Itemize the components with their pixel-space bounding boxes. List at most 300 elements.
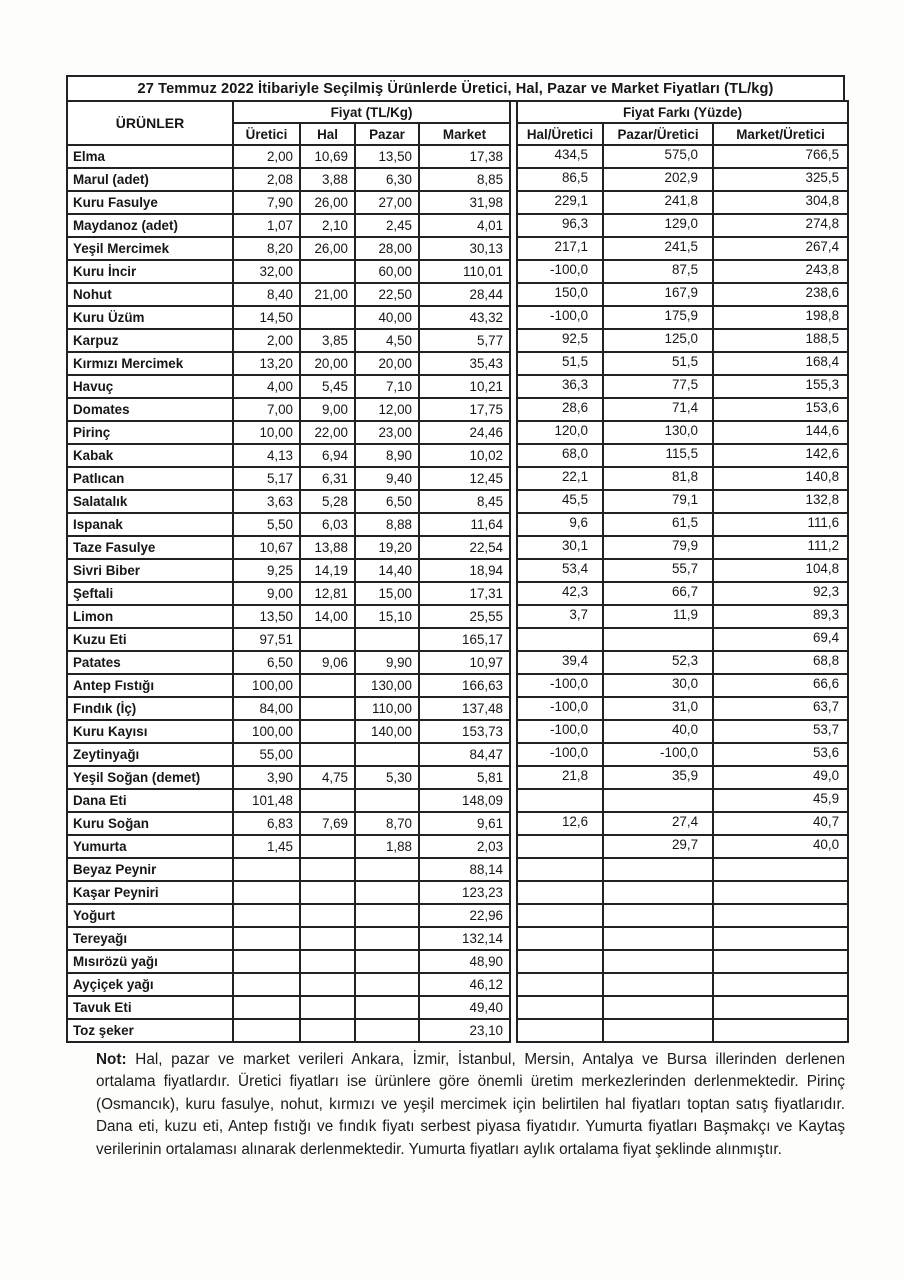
price-diff-value: 39,4 <box>517 651 603 674</box>
price-diff-value <box>517 904 603 927</box>
price-value <box>300 743 355 766</box>
product-name: Ayçiçek yağı <box>67 973 233 996</box>
price-diff-value: 9,6 <box>517 513 603 536</box>
price-value: 6,31 <box>300 467 355 490</box>
price-value: 22,54 <box>419 536 510 559</box>
table-row <box>67 996 510 1019</box>
price-value <box>233 927 300 950</box>
diff-group-header: Fiyat Farkı (Yüzde) <box>517 101 848 123</box>
col-header-pazar: Pazar <box>355 123 419 145</box>
col-header-uretici: Üretici <box>233 123 300 145</box>
price-diff-value <box>603 789 713 812</box>
price-diff-value <box>713 973 848 996</box>
table-row <box>67 513 510 536</box>
price-diff-value: 575,0 <box>603 145 713 168</box>
table-row <box>67 490 510 513</box>
price-diff-value: 55,7 <box>603 559 713 582</box>
price-value: 88,14 <box>419 858 510 881</box>
price-diff-value: 243,8 <box>713 260 848 283</box>
price-value: 6,30 <box>355 168 419 191</box>
price-diff-value: -100,0 <box>517 306 603 329</box>
price-value: 27,00 <box>355 191 419 214</box>
price-value <box>300 306 355 329</box>
price-value <box>300 789 355 812</box>
price-value <box>233 950 300 973</box>
product-name: Tereyağı <box>67 927 233 950</box>
price-value: 26,00 <box>300 237 355 260</box>
price-value: 4,75 <box>300 766 355 789</box>
price-value: 14,40 <box>355 559 419 582</box>
price-value: 3,63 <box>233 490 300 513</box>
price-table <box>66 100 511 1043</box>
table-row <box>67 467 510 490</box>
price-value: 23,00 <box>355 421 419 444</box>
price-value: 11,64 <box>419 513 510 536</box>
table-row <box>517 145 848 168</box>
price-diff-value <box>713 881 848 904</box>
price-value: 3,90 <box>233 766 300 789</box>
price-value: 6,83 <box>233 812 300 835</box>
price-diff-value: 434,5 <box>517 145 603 168</box>
product-name: Patates <box>67 651 233 674</box>
price-value <box>300 260 355 283</box>
table-row <box>517 214 848 237</box>
price-diff-value: 168,4 <box>713 352 848 375</box>
price-value: 9,06 <box>300 651 355 674</box>
price-value <box>300 996 355 1019</box>
price-value <box>355 881 419 904</box>
price-value: 7,00 <box>233 398 300 421</box>
price-value: 8,85 <box>419 168 510 191</box>
product-name: Nohut <box>67 283 233 306</box>
products-column-header: ÜRÜNLER <box>67 101 233 145</box>
price-tables <box>66 100 845 1043</box>
price-value: 14,50 <box>233 306 300 329</box>
price-value: 4,13 <box>233 444 300 467</box>
price-diff-value: 69,4 <box>713 628 848 651</box>
price-value: 13,50 <box>233 605 300 628</box>
table-row <box>67 697 510 720</box>
price-diff-value <box>603 904 713 927</box>
table-row <box>67 375 510 398</box>
table-row <box>67 260 510 283</box>
price-diff-value: 12,6 <box>517 812 603 835</box>
price-value: 46,12 <box>419 973 510 996</box>
col-header-pazar-uretici: Pazar/Üretici <box>603 123 713 145</box>
table-row <box>517 352 848 375</box>
table-row <box>517 421 848 444</box>
table-row <box>517 904 848 927</box>
table-row <box>67 582 510 605</box>
price-diff-value: 129,0 <box>603 214 713 237</box>
diff-table-header <box>517 101 848 145</box>
table-row <box>517 950 848 973</box>
price-value: 30,13 <box>419 237 510 260</box>
price-diff-value: 155,3 <box>713 375 848 398</box>
price-value: 6,94 <box>300 444 355 467</box>
product-name: Mısırözü yağı <box>67 950 233 973</box>
price-diff-value <box>517 996 603 1019</box>
price-value: 13,20 <box>233 352 300 375</box>
table-row <box>67 674 510 697</box>
price-diff-value: 63,7 <box>713 697 848 720</box>
price-diff-value: 92,3 <box>713 582 848 605</box>
price-diff-value <box>713 904 848 927</box>
price-diff-value: 217,1 <box>517 237 603 260</box>
price-value: 7,10 <box>355 375 419 398</box>
price-value <box>300 881 355 904</box>
price-value: 25,55 <box>419 605 510 628</box>
col-header-market-uretici: Market/Üretici <box>713 123 848 145</box>
product-name: Kuzu Eti <box>67 628 233 651</box>
table-row <box>67 191 510 214</box>
price-diff-value: -100,0 <box>517 720 603 743</box>
price-value: 1,07 <box>233 214 300 237</box>
price-value <box>355 789 419 812</box>
price-diff-value <box>517 950 603 973</box>
table-row <box>517 260 848 283</box>
price-diff-value <box>517 973 603 996</box>
price-value: 2,03 <box>419 835 510 858</box>
price-diff-value: 71,4 <box>603 398 713 421</box>
price-value <box>233 996 300 1019</box>
price-value: 17,31 <box>419 582 510 605</box>
product-name: Karpuz <box>67 329 233 352</box>
price-value: 6,03 <box>300 513 355 536</box>
price-diff-value <box>603 881 713 904</box>
price-diff-value: 53,7 <box>713 720 848 743</box>
table-row <box>517 536 848 559</box>
price-diff-value: 198,8 <box>713 306 848 329</box>
price-value: 5,17 <box>233 467 300 490</box>
price-diff-value: 325,5 <box>713 168 848 191</box>
table-row <box>67 812 510 835</box>
price-value: 14,19 <box>300 559 355 582</box>
price-value: 5,30 <box>355 766 419 789</box>
price-value: 100,00 <box>233 674 300 697</box>
price-value <box>233 1019 300 1042</box>
table-row <box>67 1019 510 1042</box>
price-diff-value: 92,5 <box>517 329 603 352</box>
price-diff-value: -100,0 <box>517 260 603 283</box>
table-row <box>67 214 510 237</box>
price-value <box>233 858 300 881</box>
price-diff-value <box>603 1019 713 1042</box>
price-diff-value: 31,0 <box>603 697 713 720</box>
table-row <box>517 743 848 766</box>
price-value: 137,48 <box>419 697 510 720</box>
price-diff-value: 238,6 <box>713 283 848 306</box>
price-diff-value <box>713 996 848 1019</box>
product-name: Yoğurt <box>67 904 233 927</box>
price-value: 84,00 <box>233 697 300 720</box>
price-value: 9,00 <box>300 398 355 421</box>
price-diff-value: -100,0 <box>603 743 713 766</box>
price-value: 20,00 <box>355 352 419 375</box>
table-row <box>67 835 510 858</box>
product-name: Sivri Biber <box>67 559 233 582</box>
table-row <box>517 697 848 720</box>
product-name: Beyaz Peynir <box>67 858 233 881</box>
price-value: 130,00 <box>355 674 419 697</box>
table-row <box>517 513 848 536</box>
price-table-header <box>67 101 510 145</box>
price-diff-value: 51,5 <box>603 352 713 375</box>
table-row <box>517 490 848 513</box>
price-value: 22,50 <box>355 283 419 306</box>
price-value <box>233 881 300 904</box>
product-name: Elma <box>67 145 233 168</box>
price-value: 5,28 <box>300 490 355 513</box>
price-value <box>300 1019 355 1042</box>
price-diff-value: 96,3 <box>517 214 603 237</box>
table-row <box>67 605 510 628</box>
price-value: 9,00 <box>233 582 300 605</box>
price-diff-value: 61,5 <box>603 513 713 536</box>
product-name: Yeşil Mercimek <box>67 237 233 260</box>
price-value <box>355 628 419 651</box>
table-row <box>517 628 848 651</box>
price-value: 140,00 <box>355 720 419 743</box>
price-diff-value <box>517 835 603 858</box>
price-value: 21,00 <box>300 283 355 306</box>
price-diff-value <box>517 628 603 651</box>
price-value: 3,88 <box>300 168 355 191</box>
header-row-groups <box>67 101 510 123</box>
product-name: Maydanoz (adet) <box>67 214 233 237</box>
price-value: 110,01 <box>419 260 510 283</box>
product-name: Yumurta <box>67 835 233 858</box>
product-name: Dana Eti <box>67 789 233 812</box>
price-diff-value: 150,0 <box>517 283 603 306</box>
table-row <box>67 789 510 812</box>
price-value <box>355 743 419 766</box>
price-diff-value <box>713 950 848 973</box>
table-row <box>517 168 848 191</box>
price-diff-value <box>603 927 713 950</box>
price-value: 12,45 <box>419 467 510 490</box>
price-value: 15,10 <box>355 605 419 628</box>
price-value: 55,00 <box>233 743 300 766</box>
price-value: 31,98 <box>419 191 510 214</box>
price-diff-value: 79,9 <box>603 536 713 559</box>
price-diff-value: 66,7 <box>603 582 713 605</box>
price-value: 166,63 <box>419 674 510 697</box>
price-value <box>300 950 355 973</box>
product-name: Patlıcan <box>67 467 233 490</box>
product-name: Pirinç <box>67 421 233 444</box>
price-diff-value: 42,3 <box>517 582 603 605</box>
price-diff-value: -100,0 <box>517 697 603 720</box>
price-diff-value: 267,4 <box>713 237 848 260</box>
price-diff-value: 142,6 <box>713 444 848 467</box>
price-diff-value: 111,6 <box>713 513 848 536</box>
table-row <box>67 168 510 191</box>
price-diff-value: 130,0 <box>603 421 713 444</box>
product-name: Tavuk Eti <box>67 996 233 1019</box>
price-value <box>355 950 419 973</box>
price-value: 13,50 <box>355 145 419 168</box>
price-value <box>300 904 355 927</box>
price-value: 3,85 <box>300 329 355 352</box>
price-value: 32,00 <box>233 260 300 283</box>
table-row <box>67 283 510 306</box>
table-row <box>517 306 848 329</box>
price-value: 84,47 <box>419 743 510 766</box>
price-value: 26,00 <box>300 191 355 214</box>
product-name: Limon <box>67 605 233 628</box>
price-value: 18,94 <box>419 559 510 582</box>
price-value: 8,90 <box>355 444 419 467</box>
price-value: 12,00 <box>355 398 419 421</box>
price-table-body <box>67 145 510 1042</box>
table-row <box>517 559 848 582</box>
price-diff-value: -100,0 <box>517 743 603 766</box>
price-report <box>66 75 845 1161</box>
price-value <box>300 628 355 651</box>
price-value: 2,00 <box>233 329 300 352</box>
price-value: 1,45 <box>233 835 300 858</box>
table-row <box>67 559 510 582</box>
price-diff-value: 274,8 <box>713 214 848 237</box>
price-value: 40,00 <box>355 306 419 329</box>
table-row <box>517 467 848 490</box>
price-diff-value: 241,8 <box>603 191 713 214</box>
product-name: Toz şeker <box>67 1019 233 1042</box>
diff-table-body <box>517 145 848 1042</box>
price-diff-value: 140,8 <box>713 467 848 490</box>
price-value: 14,00 <box>300 605 355 628</box>
table-row <box>67 927 510 950</box>
price-value: 15,00 <box>355 582 419 605</box>
price-value: 4,00 <box>233 375 300 398</box>
table-row <box>517 582 848 605</box>
table-row <box>67 444 510 467</box>
price-diff-value: 153,6 <box>713 398 848 421</box>
price-diff-value: 125,0 <box>603 329 713 352</box>
product-name: Marul (adet) <box>67 168 233 191</box>
table-row <box>67 421 510 444</box>
price-value: 9,40 <box>355 467 419 490</box>
product-name: Domates <box>67 398 233 421</box>
price-value: 1,88 <box>355 835 419 858</box>
price-diff-value: 104,8 <box>713 559 848 582</box>
price-value: 17,38 <box>419 145 510 168</box>
price-diff-value <box>517 881 603 904</box>
price-diff-value: 40,7 <box>713 812 848 835</box>
price-diff-value <box>517 858 603 881</box>
price-diff-value: 53,6 <box>713 743 848 766</box>
product-name: Kuru İncir <box>67 260 233 283</box>
price-value: 6,50 <box>355 490 419 513</box>
table-row <box>67 352 510 375</box>
price-value: 97,51 <box>233 628 300 651</box>
col-header-hal: Hal <box>300 123 355 145</box>
price-diff-value: 229,1 <box>517 191 603 214</box>
price-diff-value: 81,8 <box>603 467 713 490</box>
price-value: 10,67 <box>233 536 300 559</box>
product-name: Salatalık <box>67 490 233 513</box>
table-row <box>517 927 848 950</box>
price-diff-value: 22,1 <box>517 467 603 490</box>
price-diff-value <box>603 973 713 996</box>
price-value: 132,14 <box>419 927 510 950</box>
price-value: 165,17 <box>419 628 510 651</box>
price-value: 10,02 <box>419 444 510 467</box>
col-header-hal-uretici: Hal/Üretici <box>517 123 603 145</box>
price-diff-value: 28,6 <box>517 398 603 421</box>
price-diff-value: 86,5 <box>517 168 603 191</box>
price-value: 110,00 <box>355 697 419 720</box>
price-diff-value: 11,9 <box>603 605 713 628</box>
price-value: 8,45 <box>419 490 510 513</box>
price-value: 28,00 <box>355 237 419 260</box>
price-diff-value: 68,8 <box>713 651 848 674</box>
price-diff-value <box>713 858 848 881</box>
table-row <box>517 881 848 904</box>
price-value: 10,69 <box>300 145 355 168</box>
price-diff-value: 68,0 <box>517 444 603 467</box>
price-value: 5,77 <box>419 329 510 352</box>
table-row <box>517 858 848 881</box>
table-row <box>517 444 848 467</box>
product-name: Havuç <box>67 375 233 398</box>
table-row <box>67 973 510 996</box>
price-diff-value <box>713 1019 848 1042</box>
table-row <box>67 858 510 881</box>
price-diff-value: 87,5 <box>603 260 713 283</box>
table-row <box>517 812 848 835</box>
price-value <box>300 927 355 950</box>
product-name: Ispanak <box>67 513 233 536</box>
price-diff-value: 120,0 <box>517 421 603 444</box>
table-row <box>67 743 510 766</box>
price-value <box>300 720 355 743</box>
footnote-text: Hal, pazar ve market verileri Ankara, İzmir, İstanbul, Mersin, Antalya ve Bursa illerinden derlenen ortalama fiyatlardır. Üretici fiyatları ise ürünlere göre önemli üretim merkezlerinden derlenmektedir. Pirinç (Osmancık), kuru fasulye, nohut, kırmızı ve yeşil mercimek için belirtilen hal fiyatları toptan satış fiyatlarıdır. Dana eti, kuzu eti, Antep fıstığı ve fındık fiyatı serbest piyasa fiyatıdır. Yumurta fiyatları Başmakçı ve Kaytaş verilerinin ortalaması alınarak derlenmektedir. Yumurta fiyatları aylık ortalama fiyat şeklinde alınmıştır. <box>96 1051 845 1158</box>
price-diff-value: 21,8 <box>517 766 603 789</box>
header-row-columns <box>517 123 848 145</box>
price-diff-value: 188,5 <box>713 329 848 352</box>
product-name: Kırmızı Mercimek <box>67 352 233 375</box>
price-value: 9,90 <box>355 651 419 674</box>
price-value: 7,90 <box>233 191 300 214</box>
price-diff-value: 66,6 <box>713 674 848 697</box>
price-value <box>300 697 355 720</box>
price-value: 5,45 <box>300 375 355 398</box>
price-value <box>355 973 419 996</box>
price-value: 10,21 <box>419 375 510 398</box>
price-diff-value <box>603 628 713 651</box>
price-diff-value: 30,0 <box>603 674 713 697</box>
price-diff-value: 144,6 <box>713 421 848 444</box>
price-diff-value: 49,0 <box>713 766 848 789</box>
price-diff-value: 45,9 <box>713 789 848 812</box>
table-title: 27 Temmuz 2022 İtibariyle Seçilmiş Ürünlerde Üretici, Hal, Pazar ve Market Fiyatları (TL/kg) <box>66 75 845 102</box>
price-value <box>355 1019 419 1042</box>
price-diff-value: 115,5 <box>603 444 713 467</box>
price-value <box>233 904 300 927</box>
price-value: 13,88 <box>300 536 355 559</box>
product-name: Antep Fıstığı <box>67 674 233 697</box>
price-value: 48,90 <box>419 950 510 973</box>
price-value: 101,48 <box>233 789 300 812</box>
price-value: 7,69 <box>300 812 355 835</box>
table-row <box>67 651 510 674</box>
price-value: 22,96 <box>419 904 510 927</box>
price-diff-value <box>713 927 848 950</box>
price-diff-value <box>603 996 713 1019</box>
table-row <box>517 996 848 1019</box>
